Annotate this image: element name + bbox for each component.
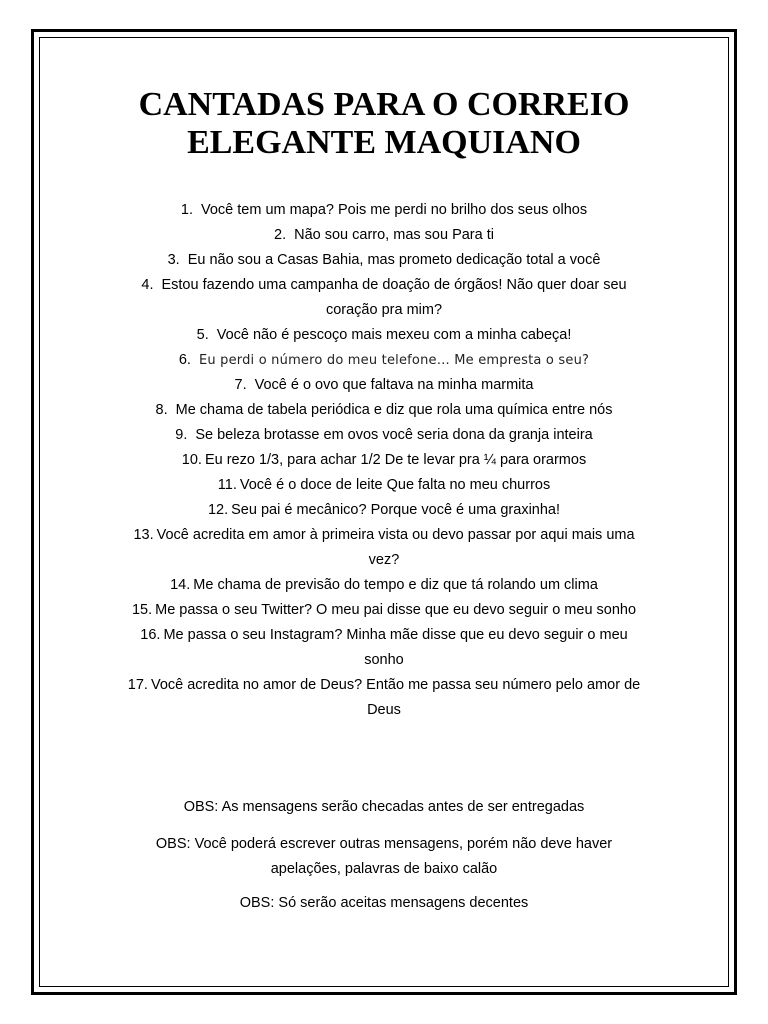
pickup-lines-list [120, 198, 648, 723]
item-number: 8. [155, 402, 168, 418]
item-number: 7. [234, 377, 247, 393]
item-text: Me chama de tabela periódica e diz que rola uma química entre nós [175, 402, 613, 418]
list-item [120, 198, 648, 223]
list-item [120, 423, 648, 448]
title-line-1: CANTADAS PARA O CORREIO [138, 86, 630, 123]
item-number: 2. [274, 227, 287, 243]
item-text: Você não é pescoço mais mexeu com a minha cabeça! [216, 327, 572, 343]
item-text: Me chama de previsão do tempo e diz que tá rolando um clima [193, 577, 598, 593]
item-number: 17. [127, 677, 148, 693]
item-text: Não sou carro, mas sou Para ti [294, 227, 494, 243]
list-item [120, 223, 648, 248]
note-2: OBS: Você poderá escrever outras mensagens, porém não deve haver apelações, palavras de baixo calão [155, 836, 613, 877]
item-text: Seu pai é mecânico? Porque você é uma graxinha! [231, 502, 561, 518]
item-number: 16. [140, 627, 161, 643]
list-item [120, 398, 648, 423]
item-text: Me passa o seu Instagram? Minha mãe disse que eu devo seguir o meu sonho [163, 627, 628, 668]
item-text: Você acredita no amor de Deus? Então me passa seu número pelo amor de Deus [150, 677, 641, 718]
note-3: OBS: Só serão aceitas mensagens decentes [239, 895, 529, 911]
list-item [120, 523, 648, 573]
title-line-2: ELEGANTE MAQUIANO [187, 124, 581, 161]
item-number: 5. [196, 327, 209, 343]
item-text: Eu rezo 1/3, para achar 1/2 De te levar pra ¼ para orarmos [204, 452, 587, 468]
item-number: 13. [133, 527, 154, 543]
item-number: 12. [207, 502, 229, 518]
item-text: Você é o doce de leite Que falta no meu churros [239, 477, 551, 493]
item-number: 3. [167, 252, 180, 268]
list-item [120, 498, 648, 523]
list-item [120, 348, 648, 373]
list-item [120, 673, 648, 723]
item-number: 11. [217, 477, 237, 493]
item-text: Você é o ovo que faltava na minha marmita [254, 377, 534, 393]
list-item [120, 573, 648, 598]
list-item [120, 248, 648, 273]
item-number: 14. [170, 577, 191, 593]
page-title [60, 86, 708, 162]
item-number: 15. [131, 602, 153, 618]
list-item [120, 323, 648, 348]
item-number: 10. [181, 452, 202, 468]
item-number: 1. [180, 202, 193, 218]
item-text: Se beleza brotasse em ovos você seria dona da granja inteira [195, 427, 593, 443]
item-number: 4. [141, 277, 154, 293]
item-text: Você acredita em amor à primeira vista ou devo passar por aqui mais uma vez? [156, 527, 635, 568]
list-item [120, 273, 648, 323]
list-item [120, 473, 648, 498]
list-item [120, 623, 648, 673]
item-text: Me passa o seu Twitter? O meu pai disse que eu devo seguir o meu sonho [155, 602, 637, 618]
item-text: Estou fazendo uma campanha de doação de órgãos! Não quer doar seu coração pra mim? [161, 277, 627, 318]
item-text: Eu não sou a Casas Bahia, mas prometo dedicação total a você [187, 252, 601, 268]
note-1: OBS: As mensagens serão checadas antes de ser entregadas [183, 799, 585, 815]
list-item [120, 598, 648, 623]
item-number: 9. [175, 427, 188, 443]
item-text: Você tem um mapa? Pois me perdi no brilho dos seus olhos [201, 202, 588, 218]
item-number: 6. [178, 352, 191, 368]
item-text: Eu perdi o número do meu telefone… Me empresta o seu? [198, 353, 590, 368]
list-item [120, 448, 648, 473]
list-item [120, 373, 648, 398]
